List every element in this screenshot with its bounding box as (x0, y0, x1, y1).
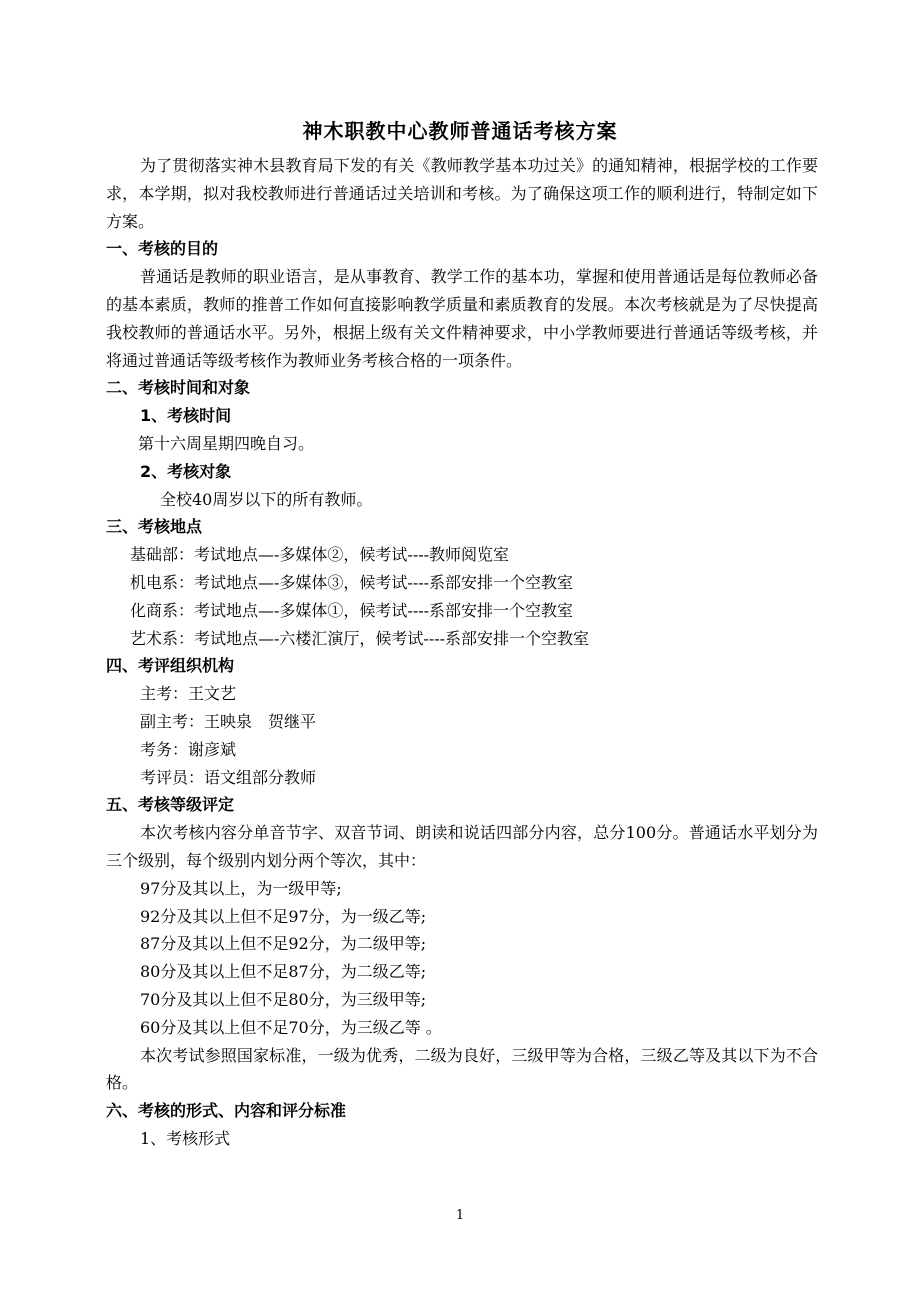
grade-line: 87分及其以上但不足92分，为二级甲等; (140, 934, 427, 954)
section-6-heading: 六、考核的形式、内容和评分标准 (106, 1101, 347, 1121)
section-1-heading: 一、考核的目的 (106, 239, 219, 259)
page-number: 1 (455, 1208, 465, 1223)
location-line: 机电系：考试地点—-多媒体③，候考试----系部安排一个空教室 (130, 572, 574, 592)
section-3-heading: 三、考核地点 (106, 517, 203, 537)
intro-paragraph: 为了贯彻落实神木县教育局下发的有关《教师教学基本功过关》的通知精神，根据学校的工作要求，本学期，拟对我校教师进行普通话过关培训和考核。为了确保这项工作的顺利进行，特制定如下方案。 (106, 156, 818, 231)
location-line: 基础部：考试地点—-多媒体②，候考试----教师阅览室 (130, 545, 510, 565)
exam-format-heading: 1、考核形式 (140, 1128, 231, 1148)
exam-target-text: 全校40周岁以下的所有教师。 (160, 489, 373, 509)
location-line: 艺术系：考试地点—-六楼汇演厅，候考试----系部安排一个空教室 (130, 628, 590, 648)
document-title: 神木职教中心教师普通话考核方案 (302, 119, 618, 143)
grade-line: 80分及其以上但不足87分，为二级乙等; (140, 962, 427, 982)
grade-line: 70分及其以上但不足80分，为三级甲等; (140, 989, 427, 1009)
section-5-heading: 五、考核等级评定 (106, 795, 235, 815)
grading-conclusion: 本次考试参照国家标准，一级为优秀，二级为良好，三级甲等为合格，三级乙等及其以下为不合格。 (106, 1045, 818, 1093)
exam-target-heading: 2、考核对象 (140, 461, 232, 481)
grade-line: 92分及其以上但不足97分，为一级乙等; (140, 906, 427, 926)
section-1-paragraph: 普通话是教师的职业语言，是从事教育、教学工作的基本功，掌握和使用普通话是每位教师必备的基本素质，教师的推普工作如何直接影响教学质量和素质教育的发展。本次考核就是为了尽快提高我校教师的普通话水平。另外，根据上级有关文件精神要求，中小学教师要进行普通话等级考核，并将通过普通话等级考核作为教师业务考核合格的一项条件。 (106, 267, 818, 370)
section-2-heading: 二、考核时间和对象 (106, 378, 251, 398)
committee-line: 考评员：语文组部分教师 (140, 767, 317, 787)
committee-line: 主考：王文艺 (140, 684, 237, 704)
section-4-heading: 四、考评组织机构 (106, 656, 235, 676)
grade-line: 97分及其以上，为一级甲等; (140, 878, 342, 898)
committee-line: 副主考：王映泉 贺继平 (140, 711, 317, 731)
grade-line: 60分及其以上但不足70分，为三级乙等 。 (140, 1017, 442, 1037)
document-body (106, 152, 818, 1153)
exam-time-text: 第十六周星期四晚自习。 (138, 433, 315, 453)
location-line: 化商系：考试地点—-多媒体①，候考试----系部安排一个空教室 (130, 600, 574, 620)
committee-line: 考务：谢彦斌 (140, 739, 237, 759)
exam-time-heading: 1、考核时间 (140, 406, 232, 426)
grading-paragraph: 本次考核内容分单音节字、双音节词、朗读和说话四部分内容，总分100分。普通话水平划分为三个级别，每个级别内划分两个等次，其中： (106, 823, 818, 870)
